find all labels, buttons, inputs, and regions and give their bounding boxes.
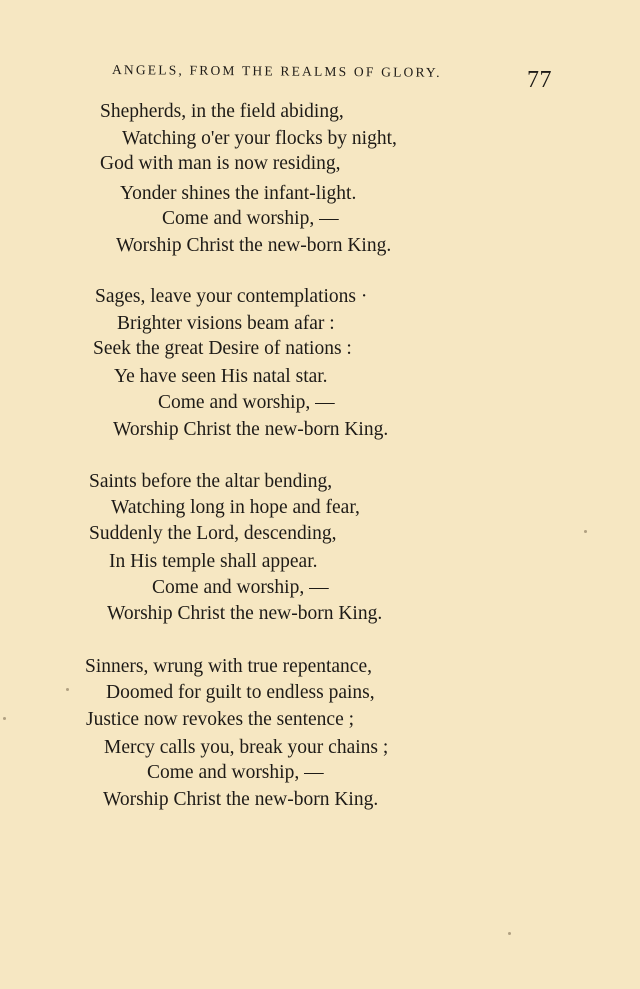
stanza-line: Come and worship, — bbox=[162, 208, 339, 229]
paper-speck bbox=[66, 688, 69, 691]
stanza-line: Doomed for guilt to endless pains, bbox=[106, 682, 375, 703]
paper-speck bbox=[508, 932, 511, 935]
stanza-line: Mercy calls you, break your chains ; bbox=[104, 737, 389, 758]
stanza-line: Worship Christ the new-born King. bbox=[103, 789, 379, 810]
stanza-line: Sinners, wrung with true repentance, bbox=[85, 656, 372, 677]
stanza-line: God with man is now residing, bbox=[100, 153, 341, 174]
stanza-line: Worship Christ the new-born King. bbox=[116, 235, 392, 256]
running-head: ANGELS, FROM THE REALMS OF GLORY. bbox=[111, 62, 442, 80]
stanza-line: Worship Christ the new-born King. bbox=[107, 603, 383, 624]
stanza-line: Suddenly the Lord, descending, bbox=[89, 523, 337, 544]
stanza-line: Yonder shines the infant-light. bbox=[120, 183, 357, 204]
stanza-line: Worship Christ the new-born King. bbox=[113, 419, 389, 440]
stanza-line: Brighter visions beam afar : bbox=[117, 313, 335, 334]
stanza-line: Come and worship, — bbox=[152, 577, 329, 598]
stanza-line: Watching o'er your flocks by night, bbox=[122, 128, 397, 149]
stanza-line: Come and worship, — bbox=[158, 392, 335, 413]
page-number: 77 bbox=[527, 67, 552, 93]
paper-speck bbox=[3, 717, 6, 720]
stanza-line: Watching long in hope and fear, bbox=[111, 497, 360, 518]
paper-speck bbox=[584, 530, 587, 533]
stanza-line: Justice now revokes the sentence ; bbox=[86, 709, 355, 730]
stanza-line: Shepherds, in the field abiding, bbox=[100, 101, 344, 122]
stanza-line: Come and worship, — bbox=[147, 762, 324, 783]
stanza-line: Ye have seen His natal star. bbox=[114, 366, 328, 387]
stanza-line: Saints before the altar bending, bbox=[89, 471, 333, 492]
stanza-line: Seek the great Desire of nations : bbox=[93, 338, 352, 359]
stanza-line: Sages, leave your contemplations · bbox=[95, 286, 368, 307]
stanza-line: In His temple shall appear. bbox=[109, 551, 318, 572]
